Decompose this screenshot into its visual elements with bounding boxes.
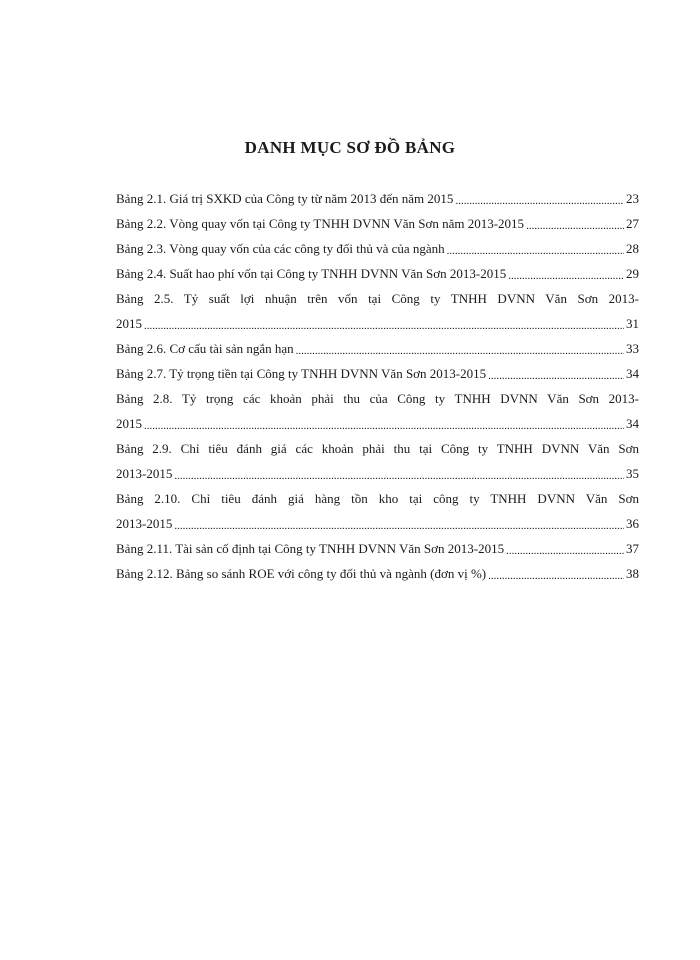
toc-entry[interactable] [116,561,639,586]
toc-entry[interactable] [116,336,639,361]
toc-entry-page: 33 [626,341,639,356]
toc-entry-text: Bảng 2.8. Tỷ trọng các khoản phải thu của Công ty TNHH DVNN Văn Sơn 2013- [116,391,639,406]
toc-entry[interactable] [116,211,639,236]
toc-entry-text: Bảng 2.7. Tỷ trọng tiền tại Công ty TNHH DVNN Văn Sơn 2013-2015 [116,366,487,381]
toc-entry-page: 29 [626,266,639,281]
toc-entry-text: Bảng 2.5. Tỷ suất lợi nhuận trên vốn tại Công ty TNHH DVNN Văn Sơn 2013- [116,291,639,306]
dot-leader [447,236,624,261]
toc-entry-page: 34 [626,366,639,381]
toc-entry-text-cont: 2015 [116,316,142,331]
toc-entry-text-cont: 2015 [116,416,142,431]
dot-leader [488,561,624,586]
dot-leader [526,211,624,236]
dot-leader [455,186,624,211]
table-of-contents [116,186,639,586]
toc-entry-text: Bảng 2.11. Tài sản cố định tại Công ty TNHH DVNN Văn Sơn 2013-2015 [116,541,505,556]
dot-leader [144,411,624,436]
toc-entry[interactable] [116,186,639,211]
dot-leader [174,461,624,486]
toc-entry[interactable] [116,536,639,561]
toc-entry-line1[interactable] [116,386,639,411]
toc-entry-page: 23 [626,191,639,206]
dot-leader [508,261,624,286]
dot-leader [488,361,624,386]
toc-entry-text: Bảng 2.10. Chỉ tiêu đánh giá hàng tồn kho tại công ty TNHH DVNN Văn Sơn [116,491,639,506]
toc-entry-page: 28 [626,241,639,256]
toc-entry-text: Bảng 2.12. Bảng so sánh ROE với công ty đối thủ và ngành (đơn vị %) [116,566,487,581]
toc-entry-page: 27 [626,216,639,231]
toc-entry-text-cont: 2013-2015 [116,516,173,531]
toc-entry-text: Bảng 2.4. Suất hao phí vốn tại Công ty TNHH DVNN Văn Sơn 2013-2015 [116,266,507,281]
toc-entry-line2[interactable] [116,511,639,536]
toc-entry-page: 34 [626,416,639,431]
toc-entry-page: 37 [626,541,639,556]
toc-entry[interactable] [116,261,639,286]
toc-entry-line2[interactable] [116,461,639,486]
toc-entry-text: Bảng 2.9. Chỉ tiêu đánh giá các khoản phải thu tại Công ty TNHH DVNN Văn Sơn [116,441,639,456]
dot-leader [296,336,624,361]
dot-leader [174,511,624,536]
toc-entry[interactable] [116,361,639,386]
toc-entry-text: Bảng 2.3. Vòng quay vốn của các công ty đối thủ và của ngành [116,241,445,256]
toc-entry-page: 38 [626,566,639,581]
toc-entry-text: Bảng 2.1. Giá trị SXKD của Công ty từ năm 2013 đến năm 2015 [116,191,454,206]
toc-entry-page: 35 [626,466,639,481]
toc-entry-line1[interactable] [116,436,639,461]
toc-entry-line1[interactable] [116,486,639,511]
dot-leader [506,536,624,561]
dot-leader [144,311,624,336]
page-title: DANH MỤC SƠ ĐỒ BẢNG [244,138,456,157]
toc-entry-line2[interactable] [116,311,639,336]
toc-entry-page: 36 [626,516,639,531]
toc-entry-line2[interactable] [116,411,639,436]
toc-entry-text-cont: 2013-2015 [116,466,173,481]
toc-entry-text: Bảng 2.2. Vòng quay vốn tại Công ty TNHH DVNN Văn Sơn năm 2013-2015 [116,216,525,231]
toc-entry-text: Bảng 2.6. Cơ cấu tài sản ngắn hạn [116,341,294,356]
toc-entry[interactable] [116,236,639,261]
toc-entry-page: 31 [626,316,639,331]
toc-entry-line1[interactable] [116,286,639,311]
